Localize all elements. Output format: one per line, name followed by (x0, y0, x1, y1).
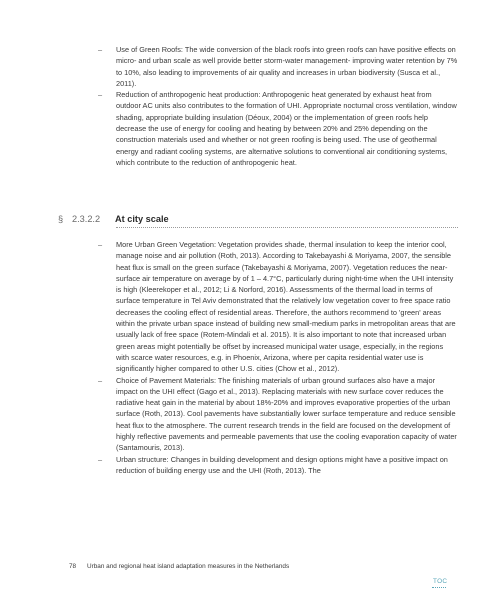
bottom-bullet-list (98, 239, 458, 476)
bullet-text: Urban structure: Changes in building development and design options might have a positive impact on reduction of building energy use and the UHI (Roth, 2013). The (116, 454, 448, 475)
bullet-item-urban-structure (98, 454, 458, 477)
section-divider (116, 227, 458, 228)
bullet-item-pavement (98, 375, 458, 454)
toc-underline (432, 587, 446, 588)
page-number: 78 (69, 563, 77, 570)
bullet-item-urban-green (98, 239, 458, 375)
bullet-dash: – (98, 90, 103, 100)
bullet-text: More Urban Green Vegetation: Vegetation provides shade, thermal insulation to keep the interior cool, manage noise and air pollution (Roth, 2013). According to Takebayashi & Moriyama, 2007, the sensible heat flux is small on the green surface (Takebayashi & Moriyama, 2007). Vegetation reduces the near-surface air temperature on average by of 1 – 4.7°C, particularly during night-time when the UHI intensity is high (Kleerekoper et al., 2012; Li & Norford, 2016). Assessments of the thermal load in terms of surface temperature in Tel Aviv demonstrated that the relatively low vegetation cover to free space ratio decreases the cooling effect of residential areas. Therefore, the authors recommend to 'green' areas within the private urban space instead of building new small-medium parks in metropolitan areas that are usually lack of free space (Rotem-Mindali et al. 2015). It is also important to note that increased urban green areas might potentially be offset by increased municipal water usage, especially, in the regions with scarce water resources, e.g. in Phoenix, Arizona, where per capita residential water use is significantly higher compared to other U.S. cities (Chow et al., 2012). (116, 240, 456, 374)
bullet-item-anthropogenic-heat (98, 89, 458, 168)
bullet-dash: – (98, 375, 103, 385)
bullet-text: Reduction of anthropogenic heat production: Anthropogenic heat generated by exhaust heat from outdoor AC units also contributes to the formation of UHI. Appropriate nocturnal cross ventilation, window shading, appropriate building insulation (Déoux, 2004) or the implementation of green roofs help decrease the use of energy for cooling and heating by between 20% and 25% depending on the construction materials used and whether or not green roofing is being used. The use of geothermal energy and radiant cooling systems, are alternative solutions to conventional air conditioning systems, which contribute to the reduction of anthropogenic heat. (116, 90, 457, 167)
section-heading (58, 212, 458, 228)
section-number: 2.3.2.2 (72, 214, 101, 224)
bullet-text: Choice of Pavement Materials: The finishing materials of urban ground surfaces also have a major impact on the UHI effect (Gago et al., 2013). Replacing materials with new surface cover reduces the radiative heat gain in the material by about 18%-20% and improves evaporative properties of the urban surface (Roth, 2013). Cool pavements have substantially lower surface temperature and reduce sensible heat flux to the atmosphere. The current research trends in the field are focused on the development of highly reflective pavements and permeable pavements that use the cooling evaporation capacity of water (Santamouris, 2013). (116, 375, 457, 453)
bullet-dash: – (98, 240, 103, 249)
bullet-dash: – (98, 454, 103, 464)
toc-link[interactable]: TOC (433, 578, 448, 585)
bullet-dash: – (98, 45, 103, 54)
section-symbol: § (58, 214, 64, 224)
top-bullet-list (98, 44, 458, 168)
running-title: Urban and regional heat island adaptation measures in the Netherlands (87, 563, 290, 570)
bullet-text: Use of Green Roofs: The wide conversion of the black roofs into green roofs can have positive effects on micro- and urban scale as well provide better storm-water management- improving water retention by 7% to 10%, also leading to improvements of air quality and increases in urban biodiversity (Susca et al., 2011). (116, 45, 458, 88)
bullet-item-green-roofs (98, 44, 458, 89)
section-title: At city scale (115, 214, 169, 224)
